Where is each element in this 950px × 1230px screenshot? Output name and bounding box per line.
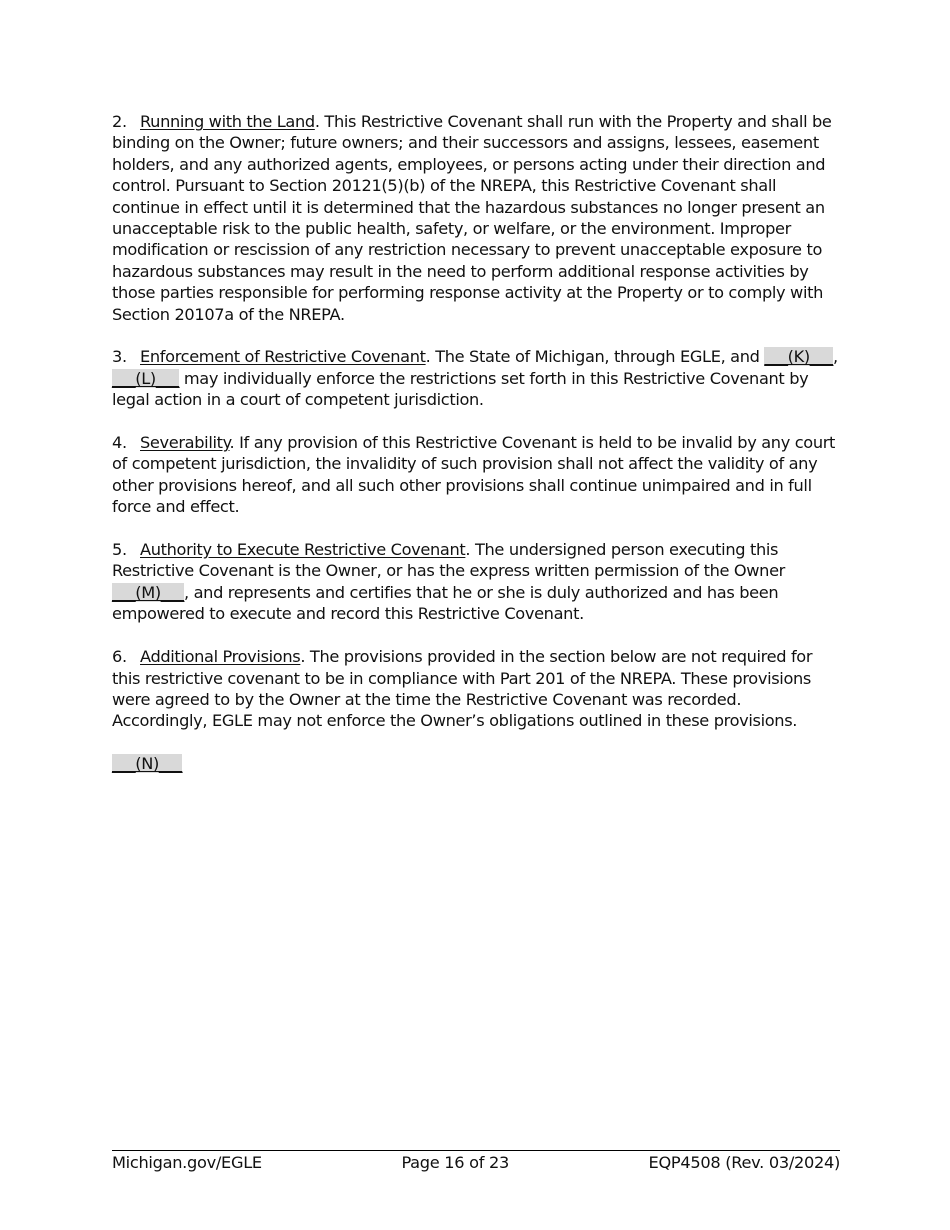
section-heading: Severability — [140, 433, 230, 453]
section-number: 3. — [112, 347, 127, 367]
form-field-n[interactable]: ___(N)___ — [112, 754, 183, 774]
section-heading: Running with the Land — [140, 112, 315, 131]
footer-divider — [112, 1150, 840, 1151]
additional-provisions-field-line — [112, 753, 840, 774]
section-text: , and represents and certifies that he or she is duly authorized and has been empowered to execute and record this Restrictive Covenant. — [112, 582, 779, 624]
separator-text: , — [833, 347, 838, 367]
section-text: . The provisions provided in the section below are not required for this restrictive covenant to be in compliance with Part 201 of the NREPA. These provisions were agreed to by the Owner at the time the Restrictive Covenant was recorded. Accordingly, EGLE may not enforce the Owner’s obligations outlined in these provisions. — [112, 647, 813, 731]
section-heading: Authority to Execute Restrictive Covenant — [140, 540, 466, 560]
section-text: may individually enforce the restrictions set forth in this Restrictive Covenant by legal action in a court of competent jurisdiction. — [112, 368, 809, 410]
section-text: . This Restrictive Covenant shall run with the Property and shall be binding on the Owner; future owners; and their successors and assigns, lessees, easement holders, and any authorized agents, employees, or persons acting under their direction and control. Pursuant to Section 20121(5)(b) of the NREPA, this Restrictive Covenant shall continue in effect until it is determined that the hazardous substances no longer present an unacceptable risk to the public health, safety, or welfare, or the environment. Improper modification or rescission of any restriction necessary to prevent unacceptable exposure to hazardous substances may result in the need to perform additional response activities by those parties responsible for performing response activity at the Property or to comply with Section 20107a of the NREPA. — [112, 112, 832, 324]
form-field-m[interactable]: ___(M)___ — [112, 582, 185, 602]
section-heading: Additional Provisions — [140, 647, 301, 667]
section-text: . If any provision of this Restrictive Covenant is held to be invalid by any court of competent jurisdiction, the invalidity of such provision shall not affect the validity of any other provisions hereof, and all such other provisions shall continue unimpaired and in full force and effect. — [112, 433, 836, 517]
section-additional-provisions — [112, 646, 840, 732]
form-field-l[interactable]: ___(L)___ — [112, 368, 180, 388]
footer-page-number: Page 16 of 23 — [401, 1153, 509, 1172]
section-authority — [112, 539, 840, 625]
page-footer — [112, 1152, 840, 1174]
section-enforcement — [112, 346, 840, 410]
section-text: . The State of Michigan, through EGLE, and — [425, 347, 765, 367]
document-body — [112, 111, 840, 796]
footer-form-id: EQP4508 (Rev. 03/2024) — [648, 1153, 840, 1172]
form-field-k[interactable]: ___(K)___ — [764, 347, 834, 367]
section-text: . The undersigned person executing this Restrictive Covenant is the Owner, or has the express written permission of the Owner — [112, 540, 785, 581]
footer-website: Michigan.gov/EGLE — [112, 1153, 262, 1172]
section-severability — [112, 432, 840, 518]
section-heading: Enforcement of Restrictive Covenant — [140, 347, 426, 367]
section-number: 4. — [112, 433, 127, 453]
section-number: 5. — [112, 540, 127, 560]
section-number: 6. — [112, 647, 127, 667]
section-number: 2. — [112, 112, 127, 131]
section-running-with-land — [112, 111, 840, 325]
